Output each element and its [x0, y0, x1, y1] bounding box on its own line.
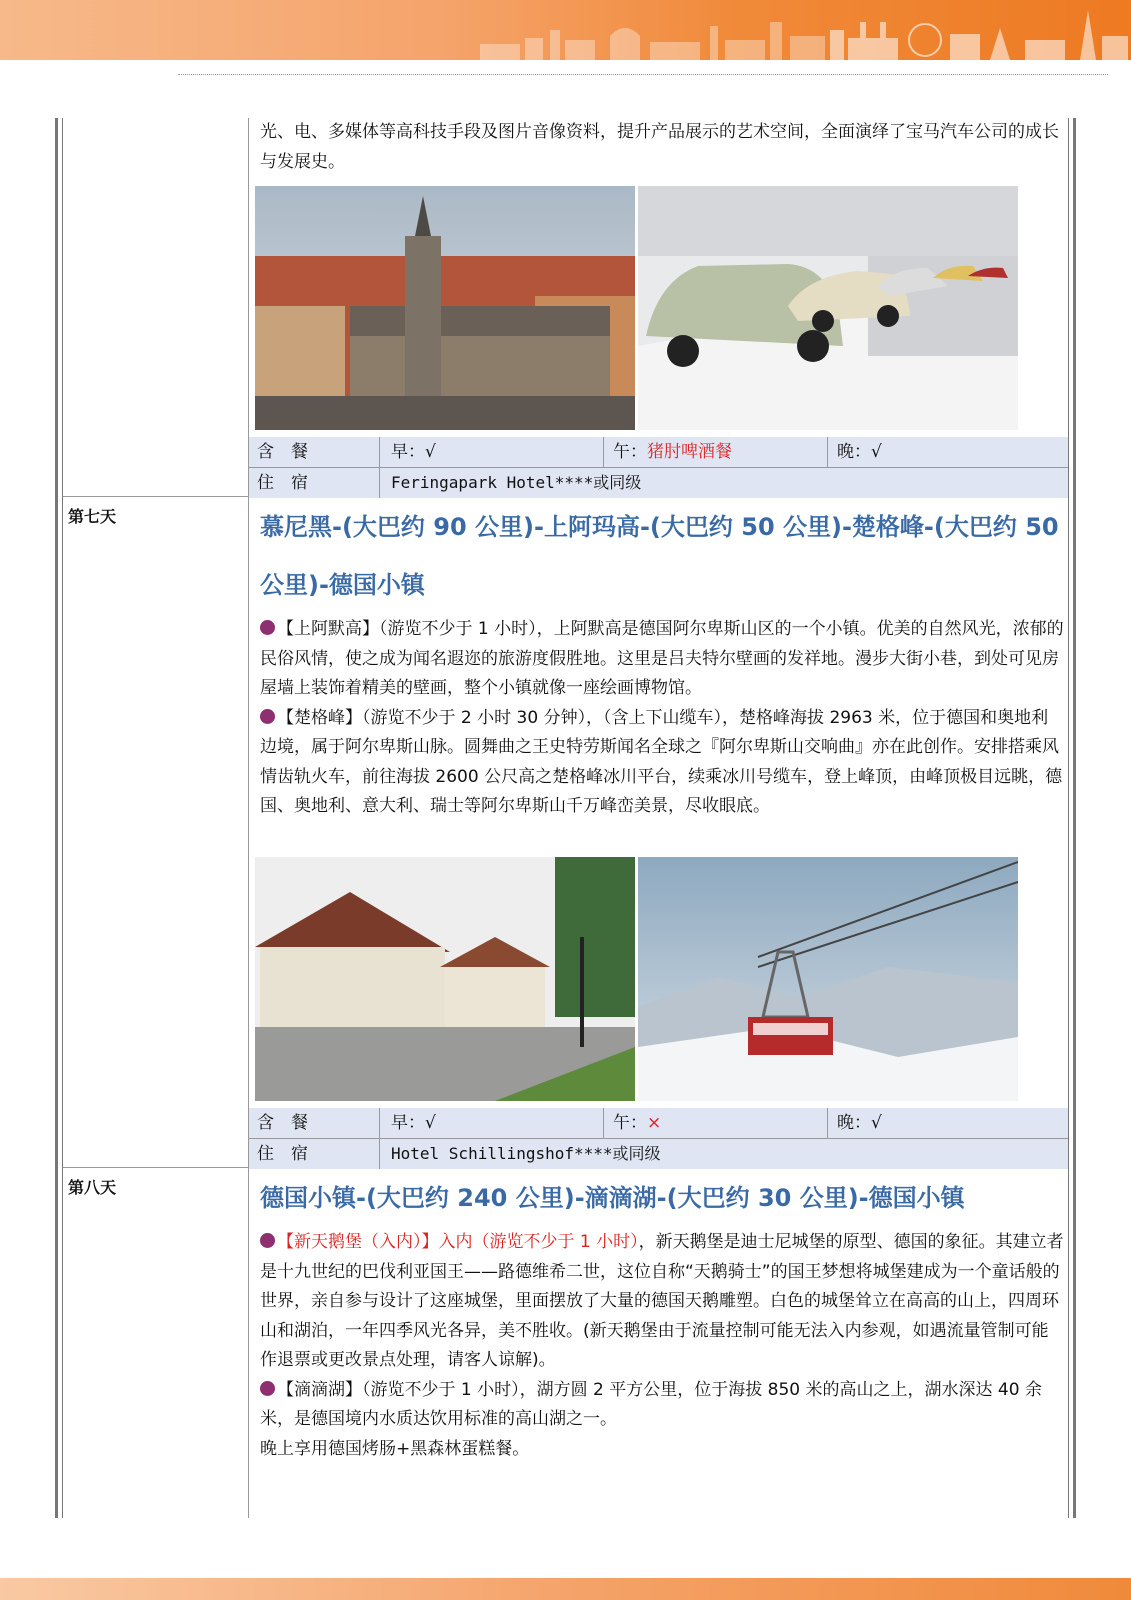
day8-title: 德国小镇-(大巴约 240 公里)-滴滴湖-(大巴约 30 公里)-德国小镇	[260, 1184, 965, 1212]
bullet-icon	[260, 620, 275, 635]
meal-label: 含 餐	[257, 442, 308, 462]
day7-hotel-row	[249, 1138, 1068, 1169]
dinner-value: 晚：√	[837, 1113, 882, 1133]
hotel-value: Hotel Schillingshof****或同级	[391, 1144, 661, 1163]
bmw-museum-photo	[638, 186, 1018, 430]
bullet-icon	[260, 1233, 275, 1248]
table-column-divider	[248, 118, 249, 1518]
day8-label: 第八天	[68, 1178, 117, 1197]
breakfast-value: 早：√	[391, 1113, 436, 1133]
day6-description: 光、电、多媒体等高科技手段及图片音像资料，提升产品展示的艺术空间，全面演绎了宝马汽车公司的成长与发展史。	[260, 122, 1059, 172]
footer-band	[0, 1578, 1131, 1600]
table-right-border	[1068, 118, 1076, 1518]
day8-description: 【新天鹅堡（入内）】入内（游览不少于 1 小时），新天鹅堡是迪士尼城堡的原型、德国的象征。其建立者是十九世纪的巴伐利亚国王——路德维希二世，这位自称“天鹅骑士”的国王梦想将城堡建成为一个童话般的世界，亲自参与设计了这座城堡，里面摆放了大量的德国天鹅雕塑。白色的城堡耸立在高高的山上，四周环山和湖泊，一年四季风光各异，美不胜收。(新天鹅堡由于流量控制可能无法入内参观，如遇流量管制可能作退票或更改景点处理，请客人谅解)。 【滴滴湖】（游览不少于 1 小时），湖方圆 2 平方公里，位于海拔 850 米的高山之上，湖水深达 40 余米，是德国境内水质达饮用标准的高山湖之一。 晚上享用德国烤肠+黑森林蛋糕餐。	[260, 1232, 1064, 1459]
day7-description: 【上阿默高】（游览不少于 1 小时），上阿默高是德国阿尔卑斯山区的一个小镇。优美的自然风光，浓郁的民俗风情，使之成为闻名遐迩的旅游度假胜地。这里是吕夫特尔壁画的发祥地。漫步大街小巷，到处可见房屋墙上装饰着精美的壁画，整个小镇就像一座绘画博物馆。 【楚格峰】（游览不少于 2 小时 30 分钟），（含上下山缆车），楚格峰海拔 2963 米，位于德国和奥地利边境，属于阿尔卑斯山脉。圆舞曲之王史特劳斯闻名全球之『阿尔卑斯山交响曲』亦在此创作。安排搭乘风情齿轨火车，前往海拔 2600 公尺高之楚格峰冰川平台，续乘冰川号缆车，登上峰顶，由峰顶极目远眺，德国、奥地利、意大利、瑞士等阿尔卑斯山千万峰峦美景，尽收眼底。	[260, 619, 1064, 816]
lunch-value: 午：猪肘啤酒餐	[613, 442, 732, 462]
bullet-icon	[260, 1381, 275, 1396]
lunch-value: 午：×	[613, 1113, 662, 1133]
meal-label: 含 餐	[257, 1113, 308, 1133]
city-skyline-icon	[470, 0, 1131, 60]
day6-hotel-row	[249, 467, 1068, 498]
hotel-label: 住 宿	[257, 1144, 308, 1164]
day7-label: 第七天	[68, 507, 117, 526]
dinner-value: 晚：√	[837, 442, 882, 462]
hotel-value: Feringapark Hotel****或同级	[391, 473, 642, 492]
oberammergau-village-photo	[255, 857, 635, 1101]
bullet-icon	[260, 709, 275, 724]
day7-title: 慕尼黑-(大巴约 90 公里)-上阿玛高-(大巴约 50 公里)-楚格峰-(大巴约 50 公里)-德国小镇	[260, 513, 1059, 599]
zugspitze-cable-car-photo	[638, 857, 1018, 1101]
header-dotted-rule	[178, 74, 1108, 75]
day6-meal-row	[249, 437, 1068, 467]
hotel-label: 住 宿	[257, 473, 308, 493]
table-left-border	[55, 118, 63, 1518]
day7-meal-row	[249, 1108, 1068, 1138]
munich-town-hall-photo	[255, 186, 635, 430]
breakfast-value: 早：√	[391, 442, 436, 462]
